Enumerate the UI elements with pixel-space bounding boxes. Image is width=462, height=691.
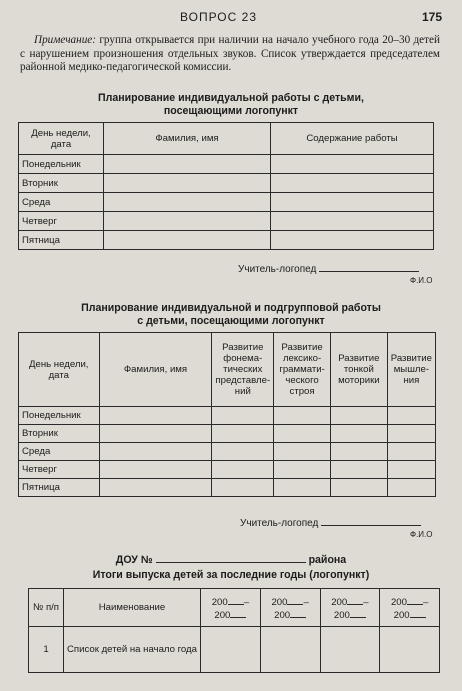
table3-title: Итоги выпуска детей за последние годы (логопункт) bbox=[92, 569, 370, 581]
table2-cell bbox=[387, 407, 435, 425]
table1-cell bbox=[271, 212, 434, 231]
table1-title bbox=[0, 92, 462, 118]
table2-header-day: День недели, дата bbox=[19, 333, 100, 407]
table-row bbox=[19, 231, 434, 250]
table1-day: Среда bbox=[19, 193, 104, 212]
note-paragraph bbox=[20, 34, 440, 75]
table2-header-lexical: Развитие лексико-граммати-ческого строя bbox=[274, 333, 331, 407]
table1-cell bbox=[104, 155, 271, 174]
note-label: Примечание: bbox=[34, 34, 96, 46]
table1-day: Четверг bbox=[19, 212, 104, 231]
table2-day: Четверг bbox=[19, 461, 100, 479]
table2-header-thinking: Развитие мышле-ния bbox=[387, 333, 435, 407]
table2-header-name: Фамилия, имя bbox=[99, 333, 212, 407]
table2-title bbox=[0, 302, 462, 328]
table2-cell bbox=[99, 479, 212, 497]
dou-blank bbox=[156, 552, 306, 563]
table2-cell bbox=[387, 425, 435, 443]
table-row bbox=[19, 193, 434, 212]
page-number: 175 bbox=[421, 10, 442, 24]
table1-cell bbox=[104, 193, 271, 212]
table3-header-num: № п/п bbox=[29, 589, 64, 627]
table1-header-name: Фамилия, имя bbox=[104, 123, 271, 155]
table2-title-line1: Планирование индивидуальной и подгрупповой работы bbox=[81, 302, 381, 314]
table-row bbox=[19, 479, 436, 497]
table2-signature bbox=[240, 516, 421, 529]
table1-cell bbox=[104, 212, 271, 231]
table3-cell bbox=[201, 627, 261, 673]
table2 bbox=[18, 332, 436, 497]
table1-day: Вторник bbox=[19, 174, 104, 193]
table1-cell bbox=[271, 193, 434, 212]
table2-cell bbox=[212, 461, 274, 479]
table1-header-day: День недели, дата bbox=[19, 123, 104, 155]
table2-header-phonemic: Развитие фонема-тических представле-ний bbox=[212, 333, 274, 407]
table1-cell bbox=[104, 174, 271, 193]
table2-cell bbox=[99, 443, 212, 461]
table2-fio: Ф.И.О bbox=[410, 530, 433, 539]
table3-header-row bbox=[29, 589, 440, 627]
table1-title-line1: Планирование индивидуальной работы с детьми, bbox=[98, 92, 364, 104]
running-header bbox=[0, 10, 462, 26]
table3-row-num: 1 bbox=[29, 627, 64, 673]
table2-cell bbox=[274, 479, 331, 497]
table2-cell bbox=[330, 461, 387, 479]
table2-cell bbox=[212, 425, 274, 443]
table-row bbox=[29, 627, 440, 673]
table1-fio: Ф.И.О bbox=[410, 276, 433, 285]
table2-cell bbox=[387, 443, 435, 461]
table-row bbox=[19, 461, 436, 479]
table3-cell bbox=[260, 627, 320, 673]
table2-cell bbox=[330, 407, 387, 425]
table2-day: Понедельник bbox=[19, 407, 100, 425]
year-cell: 200 – 200 bbox=[260, 589, 320, 627]
table2-day: Пятница bbox=[19, 479, 100, 497]
table1-cell bbox=[271, 174, 434, 193]
table2-cell bbox=[212, 443, 274, 461]
table1-day: Пятница bbox=[19, 231, 104, 250]
table2-cell bbox=[274, 425, 331, 443]
table3 bbox=[28, 588, 440, 673]
table2-cell bbox=[330, 479, 387, 497]
table1-header-row bbox=[19, 123, 434, 155]
table1-header-content: Содержание работы bbox=[271, 123, 434, 155]
signature-line bbox=[319, 262, 419, 272]
table2-cell bbox=[274, 443, 331, 461]
table2-title-line2: с детьми, посещающими логопункт bbox=[137, 315, 325, 327]
dou-line bbox=[0, 552, 462, 566]
table2-header-row bbox=[19, 333, 436, 407]
table2-signature-label: Учитель-логопед bbox=[240, 518, 319, 529]
table2-cell bbox=[99, 407, 212, 425]
table2-cell bbox=[212, 407, 274, 425]
table2-cell bbox=[330, 425, 387, 443]
table2-cell bbox=[387, 461, 435, 479]
table2-cell bbox=[99, 425, 212, 443]
table2-day: Среда bbox=[19, 443, 100, 461]
dou-suffix: района bbox=[308, 554, 347, 566]
table-row bbox=[19, 443, 436, 461]
table1-cell bbox=[271, 155, 434, 174]
table-row bbox=[19, 212, 434, 231]
dou-label: ДОУ № bbox=[115, 554, 153, 566]
table1-title-line2: посещающими логопункт bbox=[163, 105, 299, 117]
note-text: группа открывается при наличии на начало учебного года 20–30 детей с нарушением произношения отдельных звуков. Список утверждается председателем районной медико-педагогической комиссии. bbox=[20, 34, 440, 74]
table1-cell bbox=[104, 231, 271, 250]
year-cell: 200 – 200 bbox=[320, 589, 380, 627]
table2-header-motor: Развитие тонкой моторики bbox=[330, 333, 387, 407]
table1-day: Понедельник bbox=[19, 155, 104, 174]
table1-cell bbox=[271, 231, 434, 250]
table3-row-name: Список детей на начало года bbox=[64, 627, 201, 673]
table-row bbox=[19, 407, 436, 425]
header-title: ВОПРОС 23 bbox=[180, 10, 257, 24]
table3-header-name: Наименование bbox=[64, 589, 201, 627]
signature-line bbox=[321, 516, 421, 526]
table-row bbox=[19, 425, 436, 443]
table2-cell bbox=[387, 479, 435, 497]
table-row bbox=[19, 155, 434, 174]
table3-cell bbox=[380, 627, 440, 673]
table2-cell bbox=[99, 461, 212, 479]
table-row bbox=[19, 174, 434, 193]
table2-cell bbox=[274, 407, 331, 425]
table2-day: Вторник bbox=[19, 425, 100, 443]
table2-cell bbox=[330, 443, 387, 461]
year-cell: 200 – 200 bbox=[201, 589, 261, 627]
table1-signature bbox=[238, 262, 419, 275]
table1 bbox=[18, 122, 434, 250]
table3-cell bbox=[320, 627, 380, 673]
year-cell: 200 – 200 bbox=[380, 589, 440, 627]
table2-cell bbox=[212, 479, 274, 497]
table2-cell bbox=[274, 461, 331, 479]
table1-signature-label: Учитель-логопед bbox=[238, 264, 317, 275]
